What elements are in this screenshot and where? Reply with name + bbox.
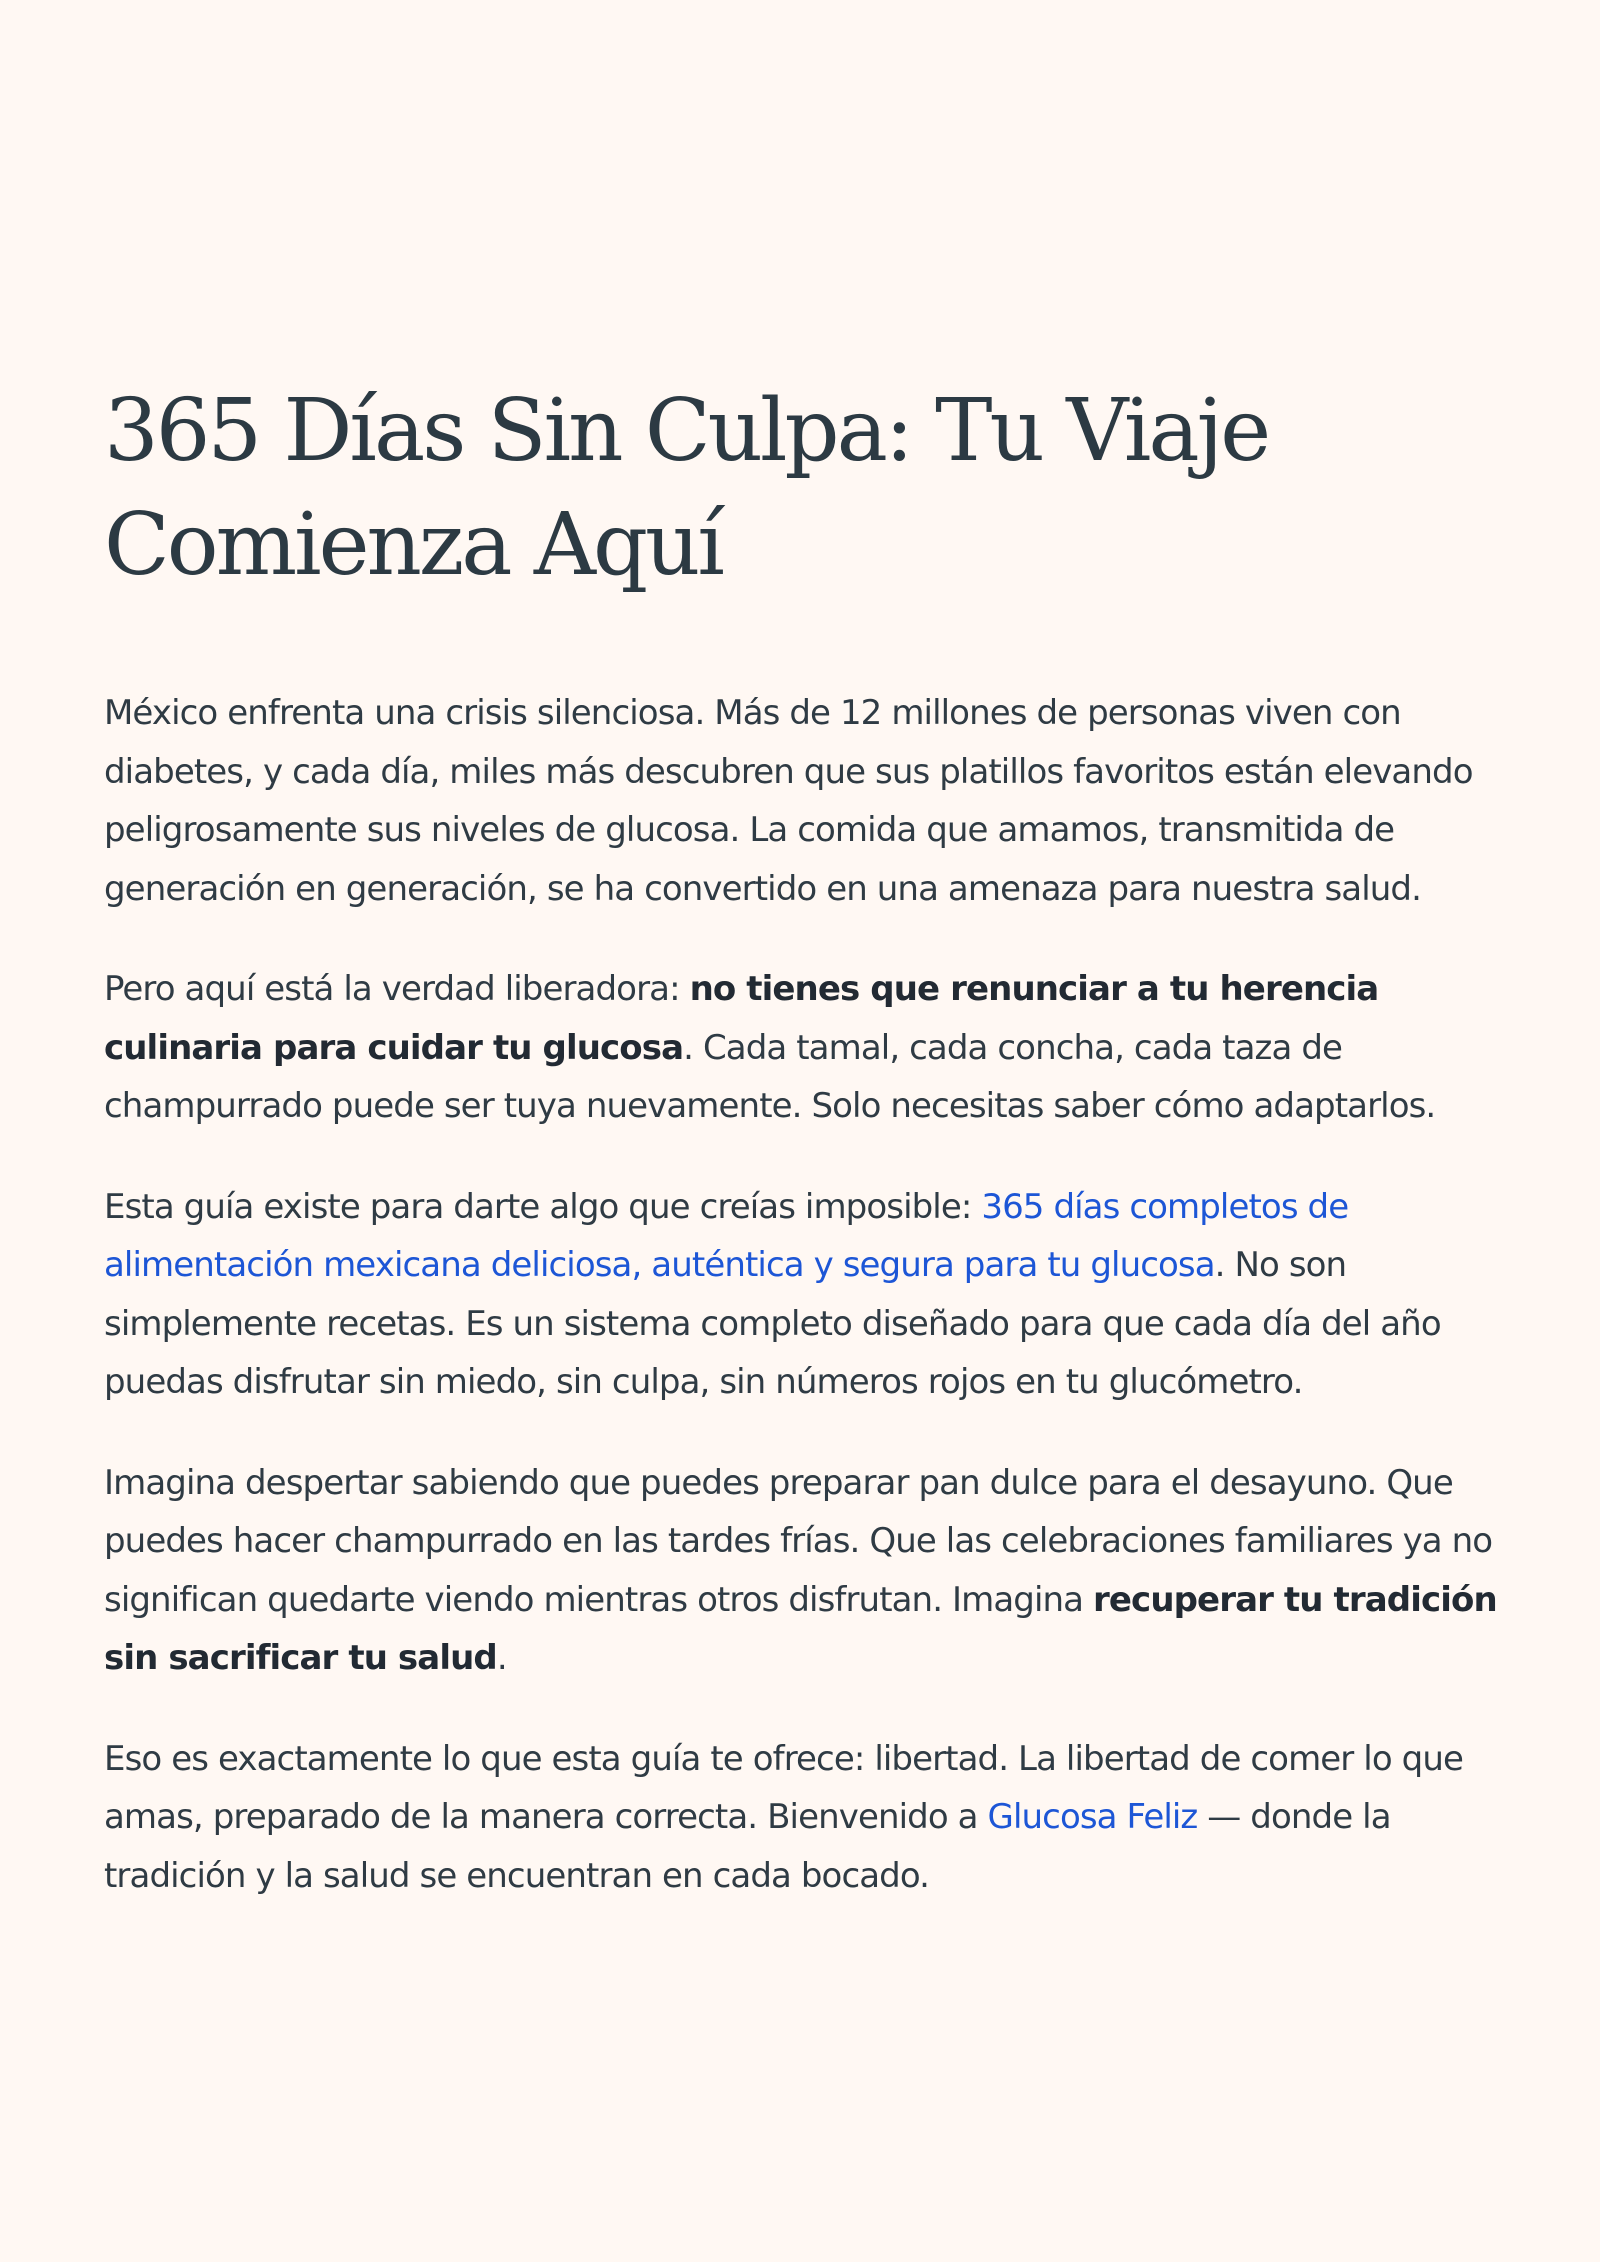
paragraph-welcome-intro: Eso es exactamente lo que esta guía te ofrece: libertad. La libertad de comer lo que amas, preparado de la manera correcta. Bienvenido a [104,1738,1463,1837]
paragraph-guide-intro: Esta guía existe para darte algo que creías imposible: [104,1186,982,1227]
paragraph-guide [104,1178,1514,1412]
paragraph-truth [104,960,1514,1136]
page-title: 365 Días Sin Culpa: Tu Viaje Comienza Aquí [104,381,1269,595]
paragraph-guide-rest: . No son simplemente recetas. Es un sistema completo diseñado para que cada día del año puedas disfrutar sin miedo, sin culpa, sin números rojos en tu glucómetro. [104,1245,1441,1402]
paragraph-imagine-emphasis: recuperar tu tradición sin sacrificar tu salud [104,1579,1497,1678]
paragraph-imagine-rest: . [496,1638,507,1678]
link-365-days[interactable]: 365 días completos de alimentación mexicana deliciosa, auténtica y segura para tu glucosa [104,1186,1349,1285]
paragraph-truth-intro: Pero aquí está la verdad liberadora: [104,969,690,1009]
link-glucosa-feliz[interactable]: Glucosa Feliz [987,1797,1198,1837]
paragraph-welcome [104,1730,1514,1906]
paragraph-welcome-rest: — donde la tradición y la salud se encuentran en cada bocado. [104,1797,1391,1896]
paragraph-imagine-intro: Imagina despertar sabiendo que puedes preparar pan dulce para el desayuno. Que puedes hacer champurrado en las tardes frías. Que las celebraciones familiares ya no significan quedarte viendo mientras otros disfrutan. Imagina [104,1462,1493,1620]
paragraph-crisis: México enfrenta una crisis silenciosa. Más de 12 millones de personas viven con diabetes, y cada día, miles más descubren que sus platillos favoritos están elevando peligrosamente sus niveles de glucosa. La comida que amamos, transmitida de generación en generación, se ha convertido en una amenaza para nuestra salud. [104,693,1473,909]
paragraph-truth-rest: . Cada tamal, cada concha, cada taza de champurrado puede ser tuya nuevamente. Solo necesitas saber cómo adaptarlos. [104,1027,1436,1126]
paragraph-truth-emphasis: no tienes que renunciar a tu herencia culinaria para cuidar tu glucosa [104,969,1379,1068]
paragraph-imagine [104,1454,1514,1688]
